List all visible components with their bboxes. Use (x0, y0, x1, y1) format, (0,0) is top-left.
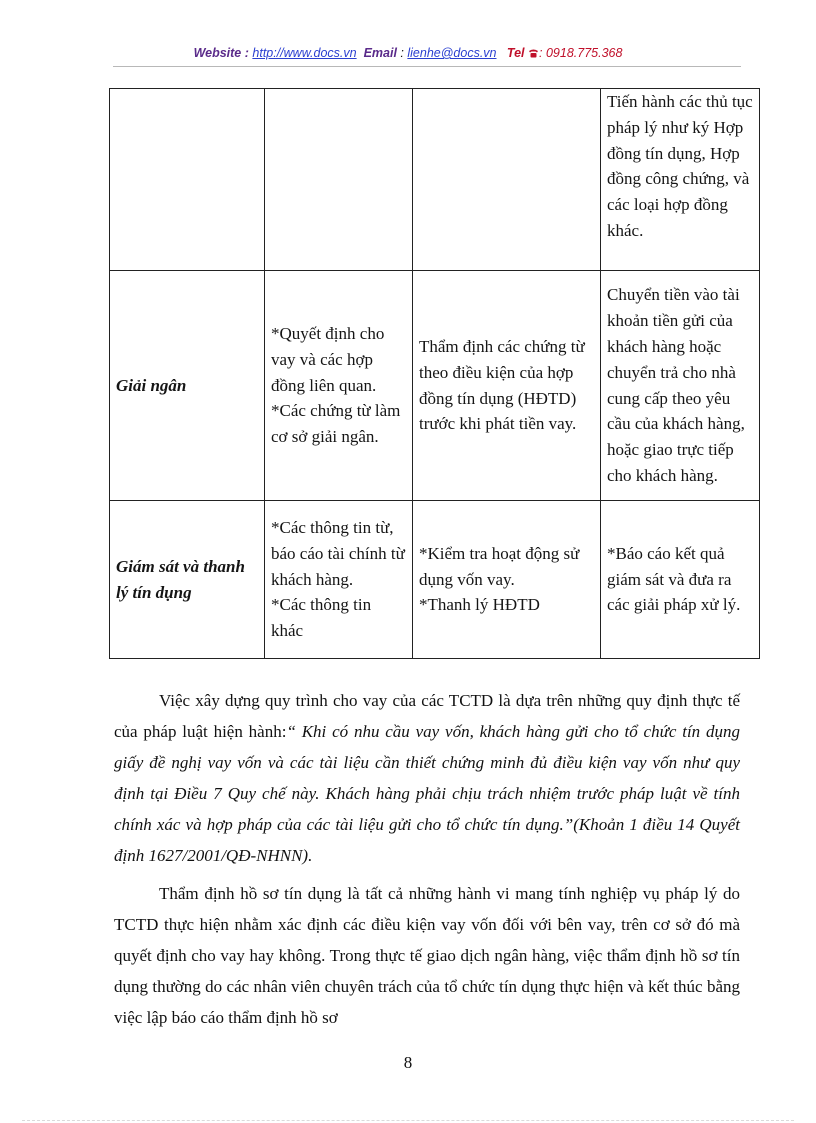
stage-monitoring: Giám sát và thanh lý tín dụng (110, 501, 265, 659)
page-number: 8 (403, 1053, 413, 1072)
footer-divider (22, 1120, 794, 1121)
paragraph-appraisal: Thẩm định hồ sơ tín dụng là tất cả những hành vi mang tính nghiệp vụ pháp lý do TCTD thực hiện nhằm xác định các điều kiện vay vốn đối với bên vay, trên cơ sở đó mà quyết định cho vay hay không. Trong thực tế giao dịch ngân hàng, việc thẩm định hồ sơ tín dụng thường do các nhân viên chuyên trách của tổ chức tín dụng thực hiện và kết thúc bằng việc lập báo cáo thẩm định hồ sơ (114, 884, 740, 1027)
cell-line: *Các thông tin khác (271, 595, 372, 641)
table-cell: Chuyển tiền vào tài khoản tiền gửi của khách hàng hoặc chuyển trả cho nhà cung cấp theo yêu cầu của khách hàng, hoặc giao trực tiếp cho khách hàng. (601, 271, 760, 501)
table-cell (413, 501, 601, 659)
paragraph-regulation (114, 685, 740, 871)
email-separator: : (396, 46, 404, 60)
table-row (110, 271, 760, 501)
cell-line: *Thanh lý HĐTD (419, 595, 540, 615)
email-link[interactable]: lienhe@docs.vn (407, 46, 497, 60)
table-cell: *Báo cáo kết quả giám sát và đưa ra các giải pháp xử lý. (601, 501, 760, 659)
table-cell (265, 89, 413, 271)
cell-line: *Kiểm tra hoạt động sử dụng vốn vay. (419, 543, 580, 589)
cell-line: *Các chứng từ làm cơ sở giải ngân. (271, 401, 401, 447)
table-cell (265, 271, 413, 501)
loan-process-table (109, 88, 760, 659)
table-row (110, 89, 760, 271)
header-divider (113, 66, 741, 67)
phone-number: : 0918.775.368 (539, 46, 623, 60)
table-cell (110, 89, 265, 271)
cell-line: *Quyết định cho vay và các hợp đồng liên quan. (271, 324, 385, 395)
table-cell: Thẩm định các chứng từ theo điều kiện của hợp đồng tín dụng (HĐTD) trước khi phát tiền vay. (413, 271, 601, 501)
table-row (110, 501, 760, 659)
regulation-quote: “ Khi có nhu cầu vay vốn, khách hàng gửi cho tổ chức tín dụng giấy đề nghị vay vốn và các tài liệu cần thiết chứng minh đủ điều kiện vay vốn như quy định tại Điều 7 Quy chế này. Khách hàng phải chịu trách nhiệm trước pháp luật về tính chính xác và hợp pháp của các tài liệu gửi cho tổ chức tín dụng.”(Khoản 1 điều 14 Quyết định 1627/2001/QĐ-NHNN). (114, 722, 740, 865)
paragraph-text: Việc xây dựng quy trình cho vay của các TCTD là dựa trên những quy định thực tế của pháp luật hiện hành: (114, 691, 740, 741)
stage-disbursement: Giải ngân (110, 271, 265, 501)
website-label: Website : (193, 46, 249, 60)
table-cell (265, 501, 413, 659)
table-cell: Tiến hành các thủ tục pháp lý như ký Hợp đồng tín dụng, Hợp đồng công chứng, và các loại hợp đồng khác. (601, 89, 760, 271)
table-cell (413, 89, 601, 271)
page-header (0, 46, 816, 60)
email-label: Email (363, 46, 397, 60)
cell-line: *Các thông tin từ, báo cáo tài chính từ khách hàng. (271, 518, 405, 589)
tel-label: Tel (506, 46, 525, 60)
phone-icon (528, 48, 539, 58)
website-link[interactable]: http://www.docs.vn (252, 46, 357, 60)
